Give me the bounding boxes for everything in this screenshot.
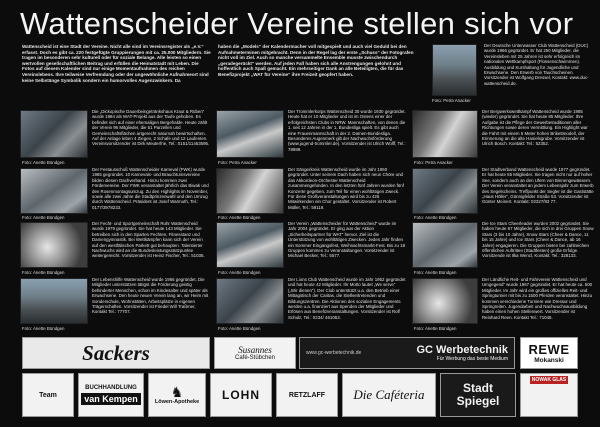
entry-wattenscheider-association: Der Verein „Wattenscheider für Wattenscheid“ wurde im Jahr 2004 gegründet. Er ging aus der Aktion „Sicherheitspartner für WAT“ hervor. Ziel ist die Unterstützung von wohltätigen Zwecken. Jedes Jahr finden ein Sommer Eingangsfest, Weihnachtsmarkt-Fest. Bis zu 18 Gruppen kommen zu Veranstaltungen. Vorsitzender ist Michael Becker, Tel.: 5577. xyxy=(288,221,406,259)
photo-diving-club xyxy=(432,44,477,96)
photo-wattenscheider-association xyxy=(216,222,284,268)
caption-fencing-club: Foto: Anette Bündgen xyxy=(22,270,65,275)
photo-sailing-club xyxy=(412,168,478,214)
ad-lohn-name: LOHN xyxy=(222,388,260,402)
entry-choir-circle: Der Sängerkreis Wattenscheid wurde im Jahr 1950 gegründet. Unter seinem Dach haben sich neun Chöre und das Akkordeon-Orchester Wattenscheid zusammengefunden. In den letzten fünf Jahren wurden fünf Konzerte gegeben, zum Teil für einen wohltätigen Zweck. Für diese Großveranstaltungen wird bis zu 426 Mitwirkenden ein Chor gestaltet. Vorsitzender ist Robert Müller, Tel.: 59119. xyxy=(288,167,404,210)
ad-rewe-owner: Mokanski xyxy=(534,357,564,364)
photo-lebenshilfe xyxy=(20,278,88,324)
photo-garden-club xyxy=(20,110,88,158)
ad-retzlaff-name: RETZLAFF xyxy=(288,391,326,399)
entry-garden-club: Die „Dickopische Dauerbeingetränkshaus Kraut & Rüben“ wurde 1984 als WAT-Projekt aus der Taufe gehoben. Es befindet sich auf einer ehemaligen Bergehalde. Heute zählt der Verein 96 Mitglieder, die 51 Parzellen und Gemeinschaftsflächen artgerecht naturnah bewirtschaften. Auf der Anlage leben 4 Ziegen, 2 Schafe und 12 Laufenten. Vereinsvorsitzender ist Dirk Meuterfrie, Tel.: 0151/11463595. xyxy=(92,109,210,147)
entry-trombone-corps: Der Trommlerkorps Wattenscheid 30 wurde 1930 gegründet. Heute hat er 10 Mitglieder und ist im Ostens einer der erfolgreichsten Clubs in NRW. Mannschaften, von denen die 1. seit 12 Jahren in der 1. Bundesliga spielt. Es gibt auch eine Frauenmannschaft in der 2. Damen-Bundesliga. Besonderes Augenmerk gilt der Nachwuchsförderung (www.jugend-trommler.de). Vorsitzender ist Ulrich Wolff, Tel.: 78988. xyxy=(288,109,406,152)
ad-stadtspiegel-top: Stadt xyxy=(463,381,493,395)
ad-susannes-bottom: Café-Stübchen xyxy=(234,355,276,361)
ad-gc-url: www.gc-werbetechnik.de xyxy=(306,350,362,356)
ad-rewe-logo: REWE xyxy=(528,342,570,357)
caption-cheerleaders: Foto: Anette Bündgen xyxy=(414,270,457,275)
lion-icon: ♞ xyxy=(170,384,184,400)
ad-gc-werbetechnik xyxy=(299,337,515,369)
ad-nowak-glas xyxy=(520,373,578,417)
caption-choir-circle: Foto: Anette Bündgen xyxy=(218,215,261,220)
caption-trombone-corps: Foto: Petra Anacker xyxy=(218,160,257,165)
entry-cheerleaders: Die Ice Stars Cheerleader wurden 2002 gegründet. Sie haben heute 67 Mitglieder, die sich in drei Gruppen Snow Stars (3 bis 10 Jahre), Snow Stars (Cheer & Dance, 11 bis 15 Jahre) und Ice Stars (Cheer & Dance, ab 16 Jahre) engagieren. Die Gruppen bieten bei zahlreichen öffentlichen Auftritten (Stadtfesten) große Erfolge. Vorsitzende ist Ilka Wencl, Kontakt: Tel.: 328133. xyxy=(482,221,594,259)
caption-photo-diving-club: Foto: Petra Anacker xyxy=(432,98,471,103)
caption-wattenscheider-association: Foto: Anette Bündgen xyxy=(218,270,261,275)
intro-column-2: haben die „Models“ der Kalendermacher voll mitgespielt und auch viel Geduld bei den Aufnahmeterminen mitgebracht. Denn in der Regel lag der erste „Schuss“ der Fotografen nicht voll im Ziel. Auch so manche versammelte Ensemble musste zwischendurch „geradegerückt“ werden. Auf jeden Fall haben sich alle Anstrengungen gelohnt und hoffentlich auch Spaß gemacht. Ein mehrseitiger Dank an alle Beteiligten, die für das Benefizprojekt „WAT für Vereine“ ihre Freizeit geopfert haben. xyxy=(218,44,414,77)
caption-mining-club: Foto: Petra Anacker xyxy=(414,160,453,165)
photo-trombone-corps xyxy=(216,110,284,158)
ad-sackers xyxy=(22,337,210,369)
photo-mining-club xyxy=(412,110,478,158)
photo-carnival-committee xyxy=(20,168,88,214)
page-title: Wattenscheider Vereine stellen sich vor xyxy=(20,6,574,41)
intro-column-1: Wattenscheid ist eine Stadt der Vereine. Nicht alle sind im Vereinsregister als „e.V.“ erfasst. Doch es gibt ca. 220 festgefügte Gruppierungen mit ca. 25.000 Mitgliedern. Sie tragen im besonderen sehr kulturell oder für soziale Belange. Alle leisten so einen wertvollen gesellschaftlichen Beitrag und erfüllen die Heimatstadt mit Leben. Die Fotos auf diesem Kalender sind nur einige Momentaufnahmen des reichen Vereinslebens. Ihre teilweise Verfremdung oder der ungewöhnliche Aufnahmeort sind keine Selbstänge Symbolik sondern ein humorvolles Augenzwinkern. Da xyxy=(22,44,211,83)
caption-lions-club: Foto: Anette Bündgen xyxy=(218,326,261,331)
ad-nowak-name: NOWAK GLAS xyxy=(531,377,567,383)
caption-lebenshilfe: Foto: Anette Bündgen xyxy=(22,326,65,331)
ad-rewe-mokanski xyxy=(520,337,578,369)
ad-sackers-name: Sackers xyxy=(82,340,150,365)
ad-gc-name: GC Werbetechnik xyxy=(416,344,508,356)
entry-lions-club: Der Lions Club Wattenscheid wurde im Jahr 1962 gegründet und hat heute 42 Mitglieder. Ihr Motto lautet „We serve“ („Wir dienen“). Der Club unterstützt u.a. den Betrieb einer Mittagstisch der Caritas, die Stellvertretenden und Bildungszentren. Die Aktionen des sozialen Engagements werden u.a. finanziert aus Spenden der Mitglieder und Erlösen aus Benefizveranstaltungen. Vorsitzender ist Rolf Schulz, Tel.: 0234/ 461053. xyxy=(288,277,406,320)
caption-carnival-committee: Foto: Anette Bündgen xyxy=(22,215,65,220)
entry-fencing-club: Der Fecht- und Sportgemeinschaft Ruhr Wattenscheid wurde 1979 gegründet. Sie hat heute 143 Mitglieder. Sie betreiben sich in den Sparten Fechten, Fitnesstanz und Damengymnastik. Bei Wettkämpfen kann sich der Verein auf den westfälischen Parkett gut behaupten. Talentierter Nachwuchs wird an die Bundesleistungsstützpunkte weitergereicht. Vorsitzender ist Heinz Fischer, Tel.: 51035. xyxy=(92,221,205,259)
entry-lebenshilfe: Der Lebenshilfe Wattenscheid wurde 1966 gegründet. Die Mitglieder unterstützen tätigst die Förderung geistig behinderter Menschen, schon im Kindesalter und später als Erwachsene. Den heute neuen Verein lang an, wir Heim mit Sonderschule, Wohnstätten, Arbeitsplätze in eigenen Trägerschaften. Vorsitzender ist Friedel Will Traßmer, Kontakt Tel.: 77707. xyxy=(92,277,209,315)
photo-riding-club xyxy=(412,278,478,324)
ad-buchhandlung-label: BUCHHANDLUNG xyxy=(85,385,137,391)
ad-loewen-name: Löwen-Apotheke xyxy=(154,399,200,405)
entry-diving-club: Der Deutsche Unterwasser Club Wattenscheid (DUC) wurde 1966 gegründet. Er hat 250 Mitglieder, die Vereinsleben mit 25 Jahren ist sehr erfolgreich im nationalen Wettkampfsport (Flossenschwimmen). Ausbildung und Kurshaltung für Jugendliche und Erwachsene. Den Erwerb von Tauchscheinen. Vorsitzender ist Wolfgang Dressel, Kontakt: www.duc-wattenscheid.de. xyxy=(484,43,589,86)
photo-choir-circle xyxy=(216,168,284,214)
ad-susannes-top: Susannes xyxy=(238,345,272,355)
photo-lions-club xyxy=(216,278,284,324)
entry-mining-club: Der Bergwerkswettkampf Wattenscheid wurde 1985 (wieder) gegründet. Sie hat heute 85 Mitglieder. Ihre Aufgabe ist die Pflege der Gewerbetraditionen aller Richtungen sowie deren Vermittlung. Ein Highlight war die Fahrt mit einem 5 Meter hohen Brikettmodell, der Erinnerung an die alte Hanielsgrube. Vorsitzender ist Ulrich Bosch. Kontakt: Tel.: 52352. xyxy=(482,109,588,147)
ad-loewen-apotheke xyxy=(148,373,206,417)
entry-carnival-committee: Der Festausschuß Wattenscheider Karneval (FWK) wurde 1985 gegründet. 10 Karnevals- und Brauchtumsvereine bilden diesen Dachverband. Hinzu kommen zwei Fördervereine. Der FWK veranstaltet jährlich das Biwak und den Rosenmontagsumzug. Zu den Highlights im November, sowie alle zwei Jahre die Stadtprinzenwahl und den Umzug durch Wattenscheid. Präsident ist Josef Warmuth, Tel.: 0177/3978233. xyxy=(92,167,209,210)
ad-buchhandlung-name: van Kempen xyxy=(81,393,141,405)
entry-riding-club: Der Ländliche Reit- und Fahrverein Wattenscheid und Umgegend“ wurde 1967 gegründet. Er hat heute ca. 500 Mitglieder. Im Jahr wird ein großes offizielles Reit- und Springturnier mit bis zu 1500 Pferden veranstaltet. Hinzu kommen verschiedene Turniere wie Dressur und Springreiten. Jugendarbeit und Nachwuchsausbildung haben einen hohen Stellenwert. Vorsitzender ist Reinhard Reen. Kontakt Tel.: 71045. xyxy=(482,277,593,320)
ad-stadtspiegel xyxy=(440,373,516,417)
caption-riding-club: Foto: Anette Bündgen xyxy=(414,326,457,331)
ad-team-name: Team xyxy=(39,391,57,399)
photo-fencing-club xyxy=(20,222,88,268)
photo-cheerleaders xyxy=(412,222,478,268)
caption-sailing-club: Foto: Anette Bündgen xyxy=(414,215,457,220)
ad-susannes xyxy=(214,337,296,369)
ad-lohn xyxy=(210,373,272,417)
entry-sailing-club: Der Stadtverband Wattenscheid wurde 1977 gegründet. Er hat heute 55 Mitglieder. Sie tragen nicht nur auf hoher See, sondern auch an den Ufern von Binnengewässern. Der Verein veranstaltet an jedem Lebensjahr zum Erwerb des Segelscheins. Treffpunkt der Segler ist die Gaststätte „Haus Höller“, Günnigfelder Straße 53. Vorsitzender ist Günter Meinert. Kontakt: 02327/83 77. xyxy=(482,167,594,205)
ad-team xyxy=(22,373,74,417)
ad-die-cafeteria xyxy=(342,373,436,417)
caption-garden-club: Foto: Anette Bündgen xyxy=(22,160,65,165)
ad-stadtspiegel-bottom: Spiegel xyxy=(456,394,500,408)
ad-cafeteria-name: Die Caféteria xyxy=(353,387,425,402)
ad-retzlaff xyxy=(276,373,338,417)
ad-buchhandlung-van-kempen xyxy=(78,373,144,417)
ad-gc-tag: Für Werbung das beste Medium xyxy=(436,356,508,362)
